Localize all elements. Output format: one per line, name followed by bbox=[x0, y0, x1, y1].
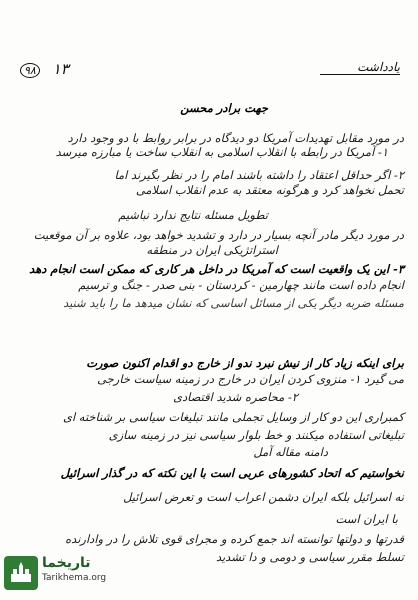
text-line: نه اسرائیل بلکه ایران دشمن اعراب است و تعرض اسرائیل bbox=[123, 490, 404, 504]
text-line: ۲- اگر حداقل اعتقاد را داشته باشند امام را در نظر بگیرند اما bbox=[114, 168, 404, 182]
logo-title: تاریخما bbox=[42, 555, 91, 571]
salutation-line: جهت برادر محسن bbox=[180, 101, 268, 115]
text-line: تحمل نخواهد کرد و هرگونه معتقد به عدم انقلاب اسلامی bbox=[135, 183, 404, 197]
text-line: ۱- آمریکا در رابطه با انقلاب اسلامی به انقلاب ساخت یا مبارزه میرسد bbox=[55, 145, 388, 159]
page-circle-number: ۹۸ bbox=[20, 63, 40, 78]
text-line: می گیرد ۱- منزوی کردن ایران در خارج در زمینه سیاست خارجی bbox=[97, 372, 404, 386]
text-line: در مورد مقابل تهدیدات آمریکا دو دیدگاه در برابر روابط با دو وجود دارد bbox=[67, 131, 404, 145]
text-line: برای اینکه زیاد کار از نیش نبرد ندو از خارج دو اقدام اکنون صورت bbox=[86, 356, 404, 370]
text-line: ۳- این یک واقعیت است که آمریکا در داخل هر کاری که ممکن است انجام دهد bbox=[29, 262, 404, 276]
text-line: ۲- محاصره شدید اقتصادی bbox=[173, 390, 298, 404]
logo-mark-icon bbox=[4, 556, 38, 590]
text-line: دامنه مقاله آمل bbox=[253, 445, 328, 459]
tarikhema-logo bbox=[4, 554, 134, 594]
page-number bbox=[20, 60, 120, 78]
corner-label: یادداشت bbox=[320, 60, 400, 75]
text-line: در مورد دیگر مادر آنچه بسیار در دارد و تشدید خواهد بود، علاوه بر آن موقعیت bbox=[33, 228, 404, 242]
text-line: کمبراری این دو کار از وسایل تجملی مانند تبلیغات سیاسی بر شناخته ای bbox=[62, 410, 404, 424]
page-number-text: ۱۳ bbox=[52, 60, 69, 78]
text-line: با ایران است bbox=[335, 512, 398, 526]
text-line: نخواستیم که اتحاد کشورهای عربی است با این نکته که در گذار اسرائیل bbox=[60, 466, 404, 480]
text-line: مسئله ضربه دیگر یکی از مسائل اساسی که نشان میدهد ما را باید شنید bbox=[63, 296, 404, 310]
text-line: انجام داده است مانند چهارمین - کردستان - بنی صدر - جنگ و ترسیم bbox=[78, 278, 404, 292]
text-line: تسلط مقرر سیاسی و دومی و دا تشدید bbox=[215, 550, 404, 564]
text-line: استراتژیکی ایران در منطقه bbox=[146, 243, 278, 257]
text-line: تطویل مسئله نتایج ندارد نباشیم bbox=[118, 208, 268, 222]
text-line: قدرتها و دولتها توانسته اند جمع کرده و مجرای قوی تلاش را در وادارنده bbox=[65, 532, 404, 546]
text-line: تبلیغاتی استفاده میکنند و خط بلوار سیاسی نیز در زمینه سازی bbox=[108, 428, 404, 442]
logo-site: Tarikhema.org bbox=[42, 573, 107, 583]
